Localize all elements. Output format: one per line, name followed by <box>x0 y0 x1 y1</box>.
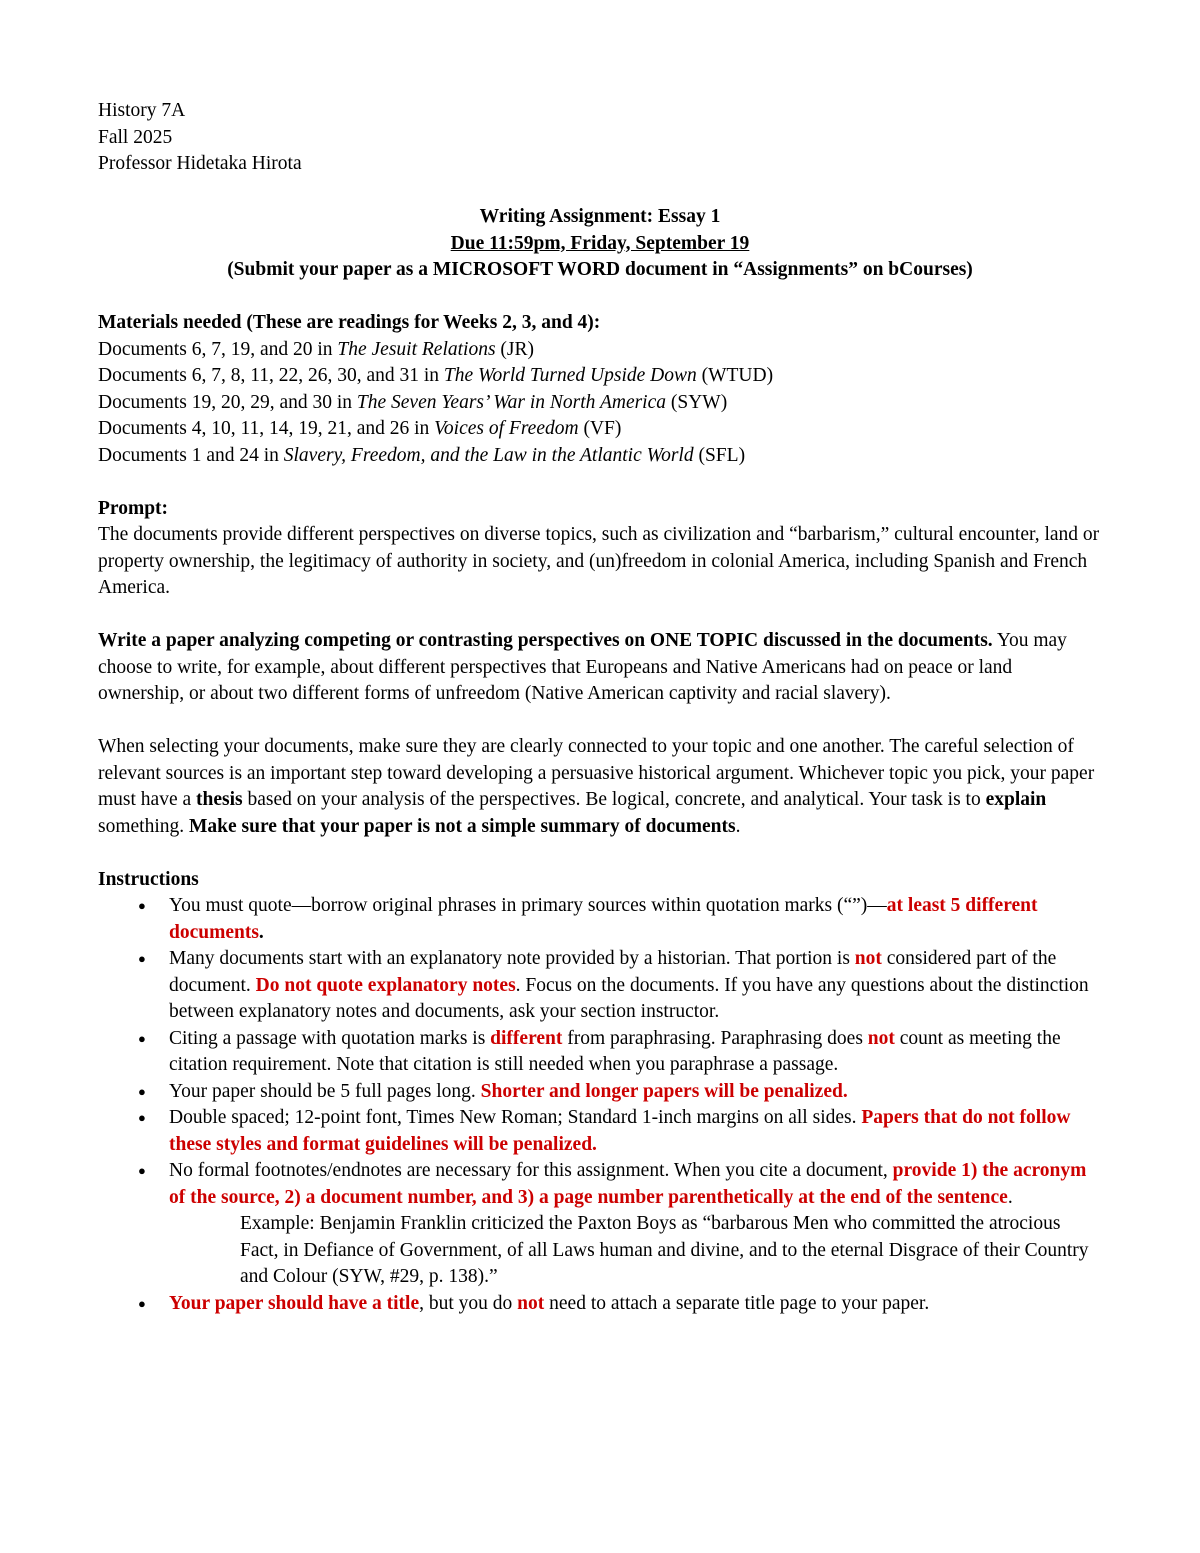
prompt-section <box>98 496 1102 841</box>
materials-item: Documents 6, 7, 19, and 20 in The Jesuit Relations (JR) <box>98 338 535 360</box>
list-item: ● Double spaced; 12-point font, Times New Roman; Standard 1-inch margins on all sides. Papers that do not follow these styles and format guidelines will be penalized. <box>138 1107 1071 1155</box>
prompt-task: Write a paper analyzing competing or contrasting perspectives on ONE TOPIC discussed in the documents. You may choose to write, for example, about different perspectives that Europeans and Native Americans had on peace or land ownership, or about two different forms of unfreedom (Native American captivity and racial slavery). <box>98 630 1067 704</box>
instructions-list <box>98 893 1102 1317</box>
materials-item: Documents 4, 10, 11, 14, 19, 21, and 26 in Voices of Freedom (VF) <box>98 418 622 439</box>
bullet-icon: ● <box>138 951 146 966</box>
instructions-heading: Instructions <box>98 868 199 890</box>
materials-item: Documents 1 and 24 in Slavery, Freedom, and the Law in the Atlantic World (SFL) <box>98 444 746 466</box>
prompt-intro: The documents provide different perspectives on diverse topics, such as civilization and “barbarism,” cultural encounter, land or property ownership, the legitimacy of authority in society, and (un)freedom in colonial America, including Spanish and French America. <box>98 524 1100 598</box>
list-item: ● No formal footnotes/endnotes are necessary for this assignment. When you cite a document, provide 1) the acronym of the source, 2) a document number, and 3) a page number parenthetically at the end of the sentence. Example: Benjamin Franklin criticized the Paxton Boys as “barbarous Men who committed the atrocious Fact, in Defiance of Government, of all Laws human and divine, and to the eternal Disgrace of their Country and Colour (SYW, #29, p. 138).” <box>98 1158 1102 1291</box>
course-name: History 7A <box>98 100 186 121</box>
list-item: ● Citing a passage with quotation marks is different from paraphrasing. Paraphrasing does not count as meeting the citation requirement. Note that citation is still needed when you paraphrase a passage. <box>138 1027 1061 1075</box>
prompt-heading: Prompt: <box>98 497 169 519</box>
instructions-section <box>98 867 1102 1318</box>
bullet-icon: ● <box>138 1030 146 1046</box>
document-page <box>98 98 1102 1317</box>
bullet-icon: ● <box>138 1110 146 1125</box>
bullet-icon: ● <box>138 1295 146 1311</box>
citation-example: Example: Benjamin Franklin criticized the Paxton Boys as “barbarous Men who committed the atrocious Fact, in Defiance of Government, of all Laws human and divine, and to the eternal Disgrace of their Country and Colour (SYW, #29, p. 138).” <box>240 1213 1089 1287</box>
assignment-title: Writing Assignment: Essay 1 <box>479 206 721 227</box>
due-date: Due 11:59pm, Friday, September 19 <box>450 232 750 254</box>
submission-note: (Submit your paper as a MICROSOFT WORD document in “Assignments” on bCourses) <box>227 259 973 280</box>
prompt-selection-guidance: When selecting your documents, make sure they are clearly connected to your topic and one another. The careful selection of relevant sources is an important step toward developing a persuasive historical argument. Whichever topic you pick, your paper must have a thesis based on your analysis of the perspectives. Be logical, concrete, and analytical. Your task is to explain something. Make sure that your paper is not a simple summary of documents. <box>98 736 1095 837</box>
course-header <box>98 98 1102 178</box>
materials-item: Documents 19, 20, 29, and 30 in The Seven Years’ War in North America (SYW) <box>98 391 728 413</box>
bullet-icon: ● <box>138 1083 146 1099</box>
bullet-icon: ● <box>138 1163 146 1178</box>
list-item: ● You must quote—borrow original phrases in primary sources within quotation marks (“”)—at least 5 different documents. <box>138 895 1038 943</box>
assignment-title-block <box>98 204 1102 284</box>
professor-name: Professor Hidetaka Hirota <box>98 153 302 174</box>
materials-section <box>98 310 1102 469</box>
materials-heading: Materials needed (These are readings for Weeks 2, 3, and 4): <box>98 312 601 333</box>
bullet-icon: ● <box>138 898 146 913</box>
list-item: ● Your paper should be 5 full pages long. Shorter and longer papers will be penalized. <box>98 1079 1102 1106</box>
materials-item: Documents 6, 7, 8, 11, 22, 26, 30, and 31 in The World Turned Upside Down (WTUD) <box>98 365 774 386</box>
list-item: ● Many documents start with an explanatory note provided by a historian. That portion is not considered part of the document. Do not quote explanatory notes. Focus on the documents. If you have any questions about the distinction between explanatory notes and documents, ask your section instructor. <box>138 948 1089 1022</box>
term: Fall 2025 <box>98 126 173 148</box>
list-item: ● Your paper should have a title, but you do not need to attach a separate title page to your paper. <box>98 1291 1102 1318</box>
